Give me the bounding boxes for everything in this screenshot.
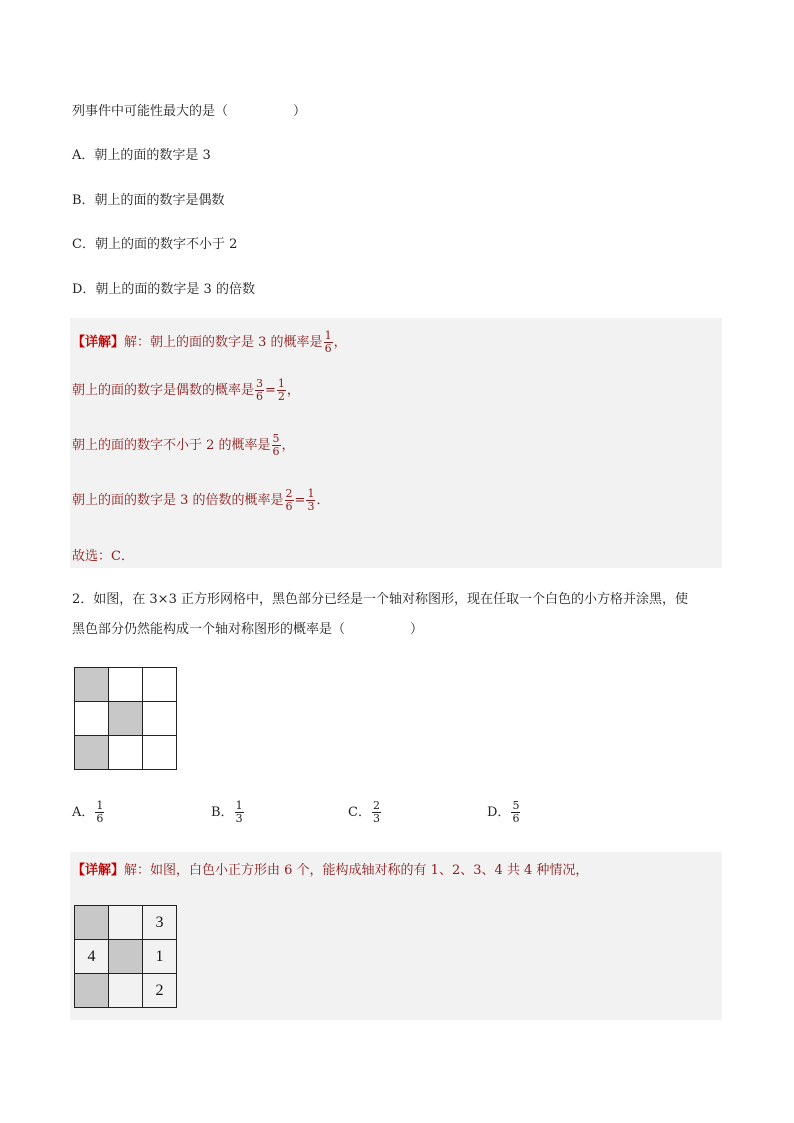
grid-cell	[143, 668, 177, 702]
q2-stem-line1: 2．如图，在 3×3 正方形网格中，黑色部分已经是一个轴对称图形，现在任取一个白色的小方格并涂黑，使	[72, 592, 688, 607]
punctuation: ，	[286, 383, 300, 398]
punctuation: ，	[333, 335, 347, 350]
fraction	[324, 330, 333, 355]
fraction-numerator: 1	[277, 377, 285, 390]
fraction-numerator: 1	[235, 799, 243, 812]
grid-cell-shaded	[75, 974, 109, 1008]
choice-letter: B．	[211, 805, 234, 820]
equals-sign: =	[265, 383, 276, 398]
grid-cell	[143, 736, 177, 770]
punctuation: ．	[316, 493, 330, 508]
q1-option-c: C．朝上的面的数字不小于 2	[72, 237, 238, 252]
grid-cell	[143, 702, 177, 736]
punctuation: ，	[281, 438, 295, 453]
choice-letter: C．	[348, 805, 371, 820]
choice-letter: A．	[72, 805, 95, 820]
solution1-row4-text: 朝上的面的数字是 3 的倍数的概率是	[72, 493, 284, 508]
fraction-denominator: 2	[277, 390, 285, 403]
q1-option-a: A．朝上的面的数字是 3	[72, 148, 211, 163]
q1-option-b: B．朝上的面的数字是偶数	[72, 193, 225, 208]
solution1-answer: 故选：C．	[72, 549, 134, 564]
fraction-numerator: 2	[372, 799, 380, 812]
grid-cell-label: 4	[75, 940, 109, 974]
fraction	[272, 433, 281, 458]
solution1-row2-text: 朝上的面的数字是偶数的概率是	[72, 383, 255, 398]
fraction	[372, 800, 381, 825]
solution-box-1	[70, 318, 722, 568]
grid-cell-shaded	[75, 906, 109, 940]
equals-sign: =	[294, 493, 306, 508]
fraction	[255, 378, 264, 403]
q2-choice-c	[348, 800, 382, 825]
fraction	[511, 800, 520, 825]
grid-cell-label: 2	[143, 974, 177, 1008]
fraction-numerator: 1	[96, 799, 104, 812]
grid-cell-shaded	[75, 668, 109, 702]
grid-cell	[75, 702, 109, 736]
question-grid	[74, 667, 177, 770]
solution-tag: 【详解】	[72, 335, 125, 350]
q1-option-d: D．朝上的面的数字是 3 的倍数	[72, 282, 255, 297]
fraction-denominator: 6	[256, 390, 264, 403]
solution1-row3-text: 朝上的面的数字不小于 2 的概率是	[72, 438, 271, 453]
grid-cell-label: 1	[143, 940, 177, 974]
fraction-numerator: 5	[512, 799, 520, 812]
fraction-denominator: 3	[372, 812, 380, 825]
fraction-numerator: 1	[324, 329, 332, 342]
fraction	[235, 800, 244, 825]
solution2-row1	[72, 859, 588, 878]
solution-box-2	[70, 852, 722, 1020]
q2-stem-line2: 黑色部分仍然能构成一个轴对称图形的概率是（ ）	[72, 622, 424, 637]
fraction-numerator: 2	[285, 487, 293, 500]
solution1-row3	[72, 433, 295, 458]
grid-cell-shaded	[75, 736, 109, 770]
q1-stem: 列事件中可能性最大的是（ ）	[72, 104, 307, 119]
q2-choice-a	[72, 800, 105, 825]
fraction-denominator: 6	[96, 812, 104, 825]
grid-cell	[109, 668, 143, 702]
grid-cell	[109, 906, 143, 940]
solution1-row1-text: 解：朝上的面的数字是 3 的概率是	[124, 335, 323, 350]
fraction-denominator: 3	[307, 500, 315, 513]
grid-cell-shaded	[109, 702, 143, 736]
solution1-row2	[72, 378, 300, 403]
fraction-denominator: 6	[272, 445, 280, 458]
fraction-denominator: 3	[235, 812, 243, 825]
grid-cell-shaded	[109, 940, 143, 974]
grid-cell	[109, 736, 143, 770]
solution-grid	[74, 905, 177, 1008]
fraction-denominator: 6	[512, 812, 520, 825]
fraction	[277, 378, 286, 403]
solution1-row4	[72, 488, 329, 513]
grid-cell-label: 3	[143, 906, 177, 940]
solution2-text: 解：如图，白色小正方形由 6 个，能构成轴对称的有 1、2、3、4 共 4 种情况，	[124, 863, 589, 878]
fraction-numerator: 5	[272, 432, 280, 445]
fraction-numerator: 3	[256, 377, 264, 390]
choice-letter: D．	[487, 805, 511, 820]
q2-choice-b	[211, 800, 245, 825]
fraction-numerator: 1	[307, 487, 315, 500]
fraction-denominator: 6	[285, 500, 293, 513]
q2-choice-d	[487, 800, 521, 825]
grid-cell	[109, 974, 143, 1008]
fraction	[95, 800, 104, 825]
fraction	[285, 488, 294, 513]
fraction	[306, 488, 315, 513]
fraction-denominator: 6	[324, 342, 332, 355]
solution1-row1	[72, 330, 347, 355]
solution-tag: 【详解】	[72, 863, 125, 878]
